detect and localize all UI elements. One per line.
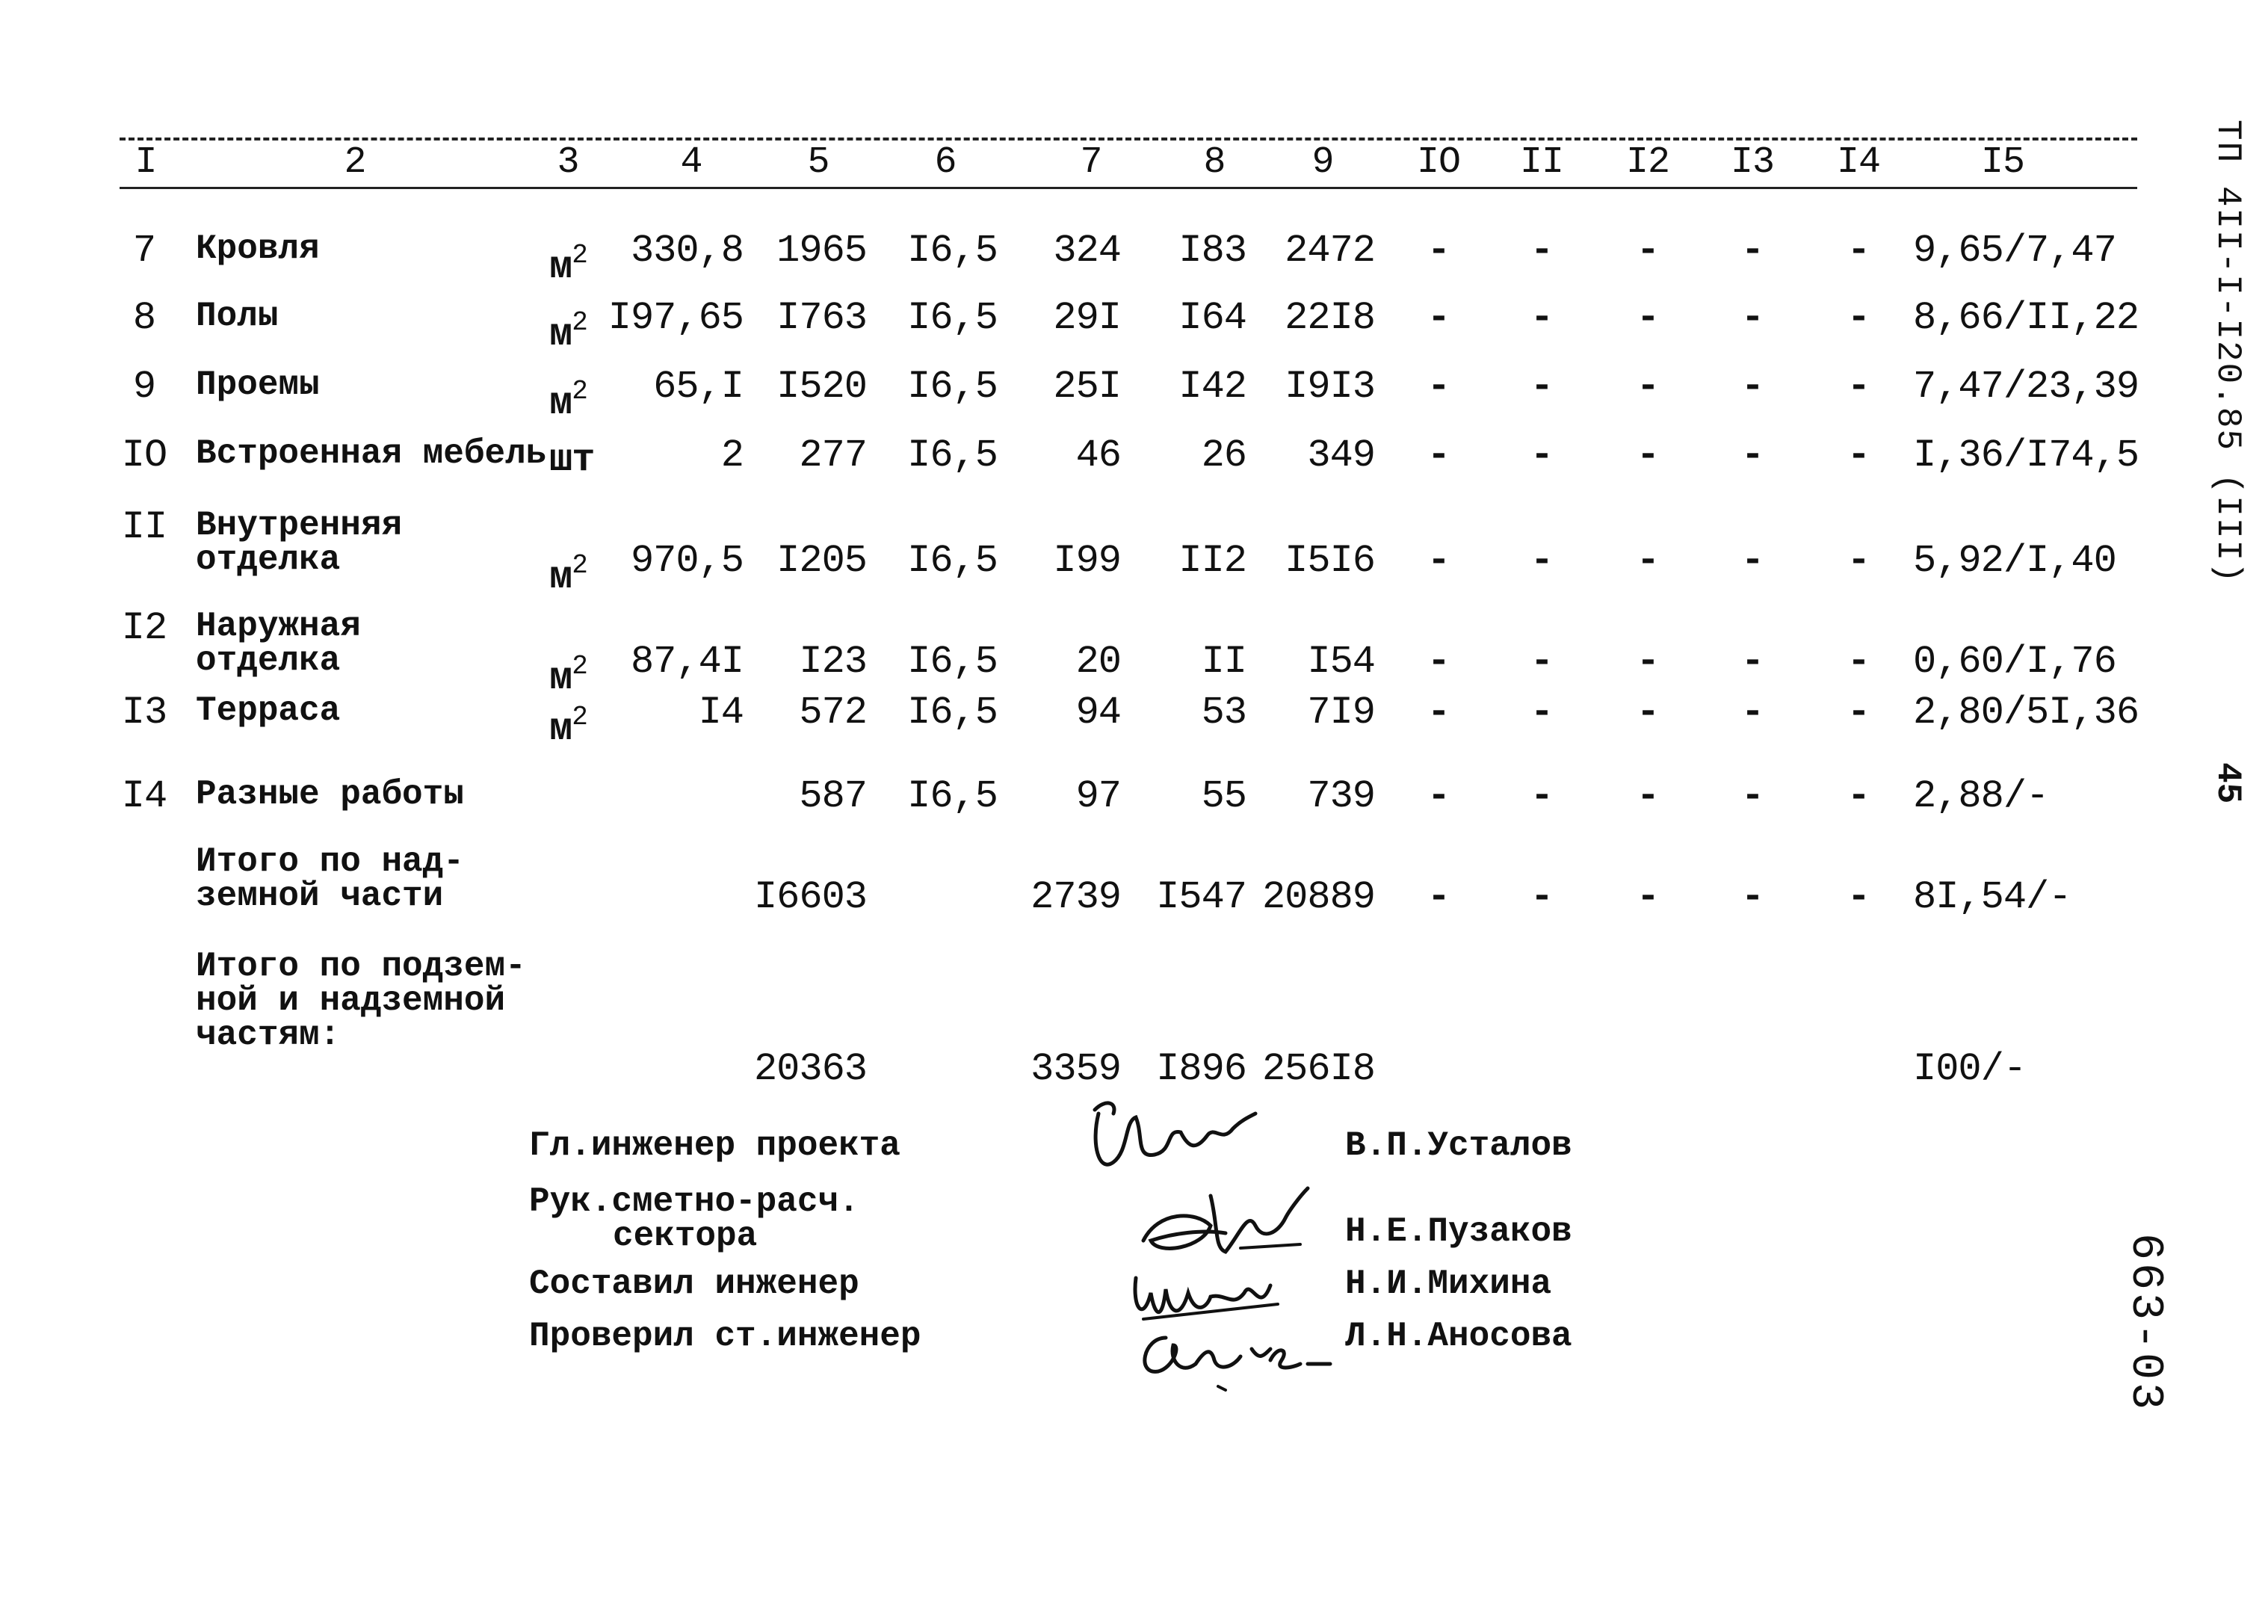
cell-c6: I6,5 <box>907 365 998 409</box>
cell-dash-11: - <box>1530 691 1554 735</box>
cell-dash-10: - <box>1427 433 1450 478</box>
cell-dash-13: - <box>1740 539 1764 583</box>
cell-dash-10: - <box>1427 640 1450 684</box>
cell-c15: 7,47/23,39 <box>1913 365 2139 409</box>
cell-c15: 8I,54/- <box>1913 875 2071 919</box>
signatory-role: Проверил ст.инженер <box>529 1317 921 1356</box>
cell-c7: 46 <box>1075 433 1121 478</box>
cell-dash-13: - <box>1740 774 1764 818</box>
unit-text: шт <box>549 438 595 482</box>
cell-dash-14: - <box>1847 433 1870 478</box>
cell-dash-14: - <box>1847 774 1870 818</box>
signature-puzakov <box>1128 1181 1323 1271</box>
cell-c6: I6,5 <box>907 296 998 340</box>
cell-c5: I205 <box>776 539 867 583</box>
page-number: 45 <box>2208 762 2247 804</box>
cell-c15: 8,66/II,22 <box>1913 296 2139 340</box>
column-header-3: 3 <box>557 141 579 184</box>
cell-dash-12: - <box>1636 875 1660 919</box>
unit-exponent: 2 <box>572 376 587 407</box>
signatory-role: сектора <box>613 1217 758 1256</box>
cell-dash-11: - <box>1530 875 1554 919</box>
cell-dash-14: - <box>1847 365 1870 409</box>
unit-exponent: 2 <box>572 240 587 271</box>
cell-c5: 572 <box>799 691 867 735</box>
cell-c8: I896 <box>1156 1047 1246 1091</box>
row-name: отделка <box>196 540 341 579</box>
cell-c15: 9,65/7,47 <box>1913 229 2116 273</box>
row-number: 8 <box>132 296 156 340</box>
row-name: Внутренняя <box>196 506 403 545</box>
row-name: ной и надземной <box>196 981 506 1020</box>
cell-c9: 2472 <box>1285 229 1375 273</box>
cell-c9: 349 <box>1307 433 1375 478</box>
row-name: Итого по подзем- <box>196 947 526 986</box>
cell-dash-13: - <box>1740 229 1764 273</box>
unit-text: м <box>549 312 572 356</box>
cell-c5: 277 <box>799 433 867 478</box>
cell-c4: 65,I <box>653 365 744 409</box>
cell-dash-11: - <box>1530 640 1554 684</box>
row-unit <box>549 698 587 749</box>
row-unit <box>549 372 587 423</box>
cell-dash-10: - <box>1427 229 1450 273</box>
signatory-name: Н.И.Михина <box>1345 1265 1552 1303</box>
signature-anosova <box>1128 1315 1338 1398</box>
row-name: Встроенная мебель <box>196 434 547 473</box>
column-header-6: 6 <box>934 141 957 184</box>
cell-dash-13: - <box>1740 365 1764 409</box>
cell-dash-11: - <box>1530 296 1554 340</box>
unit-text: м <box>549 707 572 751</box>
cell-c4: 970,5 <box>630 539 744 583</box>
signatory-name: Н.Е.Пузаков <box>1345 1212 1572 1251</box>
cell-dash-12: - <box>1636 640 1660 684</box>
cell-dash-14: - <box>1847 229 1870 273</box>
row-number: I4 <box>121 774 167 818</box>
cell-c8: 53 <box>1201 691 1246 735</box>
cell-dash-13: - <box>1740 691 1764 735</box>
row-name: Кровля <box>196 229 320 268</box>
column-header-5: 5 <box>807 141 829 184</box>
cell-c6: I6,5 <box>907 640 998 684</box>
cell-c7: I99 <box>1053 539 1121 583</box>
row-unit <box>549 647 587 698</box>
cell-dash-12: - <box>1636 365 1660 409</box>
unit-exponent: 2 <box>572 550 587 581</box>
cell-dash-14: - <box>1847 875 1870 919</box>
cell-c6: I6,5 <box>907 229 998 273</box>
row-number: 9 <box>132 365 156 409</box>
cell-c8: 26 <box>1201 433 1246 478</box>
cell-c8: I42 <box>1178 365 1246 409</box>
cell-c9: 22I8 <box>1285 296 1375 340</box>
row-name: частям: <box>196 1016 341 1055</box>
cell-dash-13: - <box>1740 433 1764 478</box>
cell-c7: 97 <box>1075 774 1121 818</box>
cell-c5: 587 <box>799 774 867 818</box>
cell-dash-12: - <box>1636 433 1660 478</box>
signature-ustalov <box>1084 1091 1263 1181</box>
row-name: Полы <box>196 297 279 336</box>
cell-c9: 20889 <box>1261 875 1375 919</box>
cell-c7: 2739 <box>1031 875 1121 919</box>
cell-c15: 2,88/- <box>1913 774 2049 818</box>
row-name: Итого по над- <box>196 842 464 881</box>
cell-dash-12: - <box>1636 229 1660 273</box>
cell-c8: 55 <box>1201 774 1246 818</box>
cell-c9: 7I9 <box>1307 691 1375 735</box>
column-header-4: 4 <box>680 141 702 184</box>
unit-text: м <box>549 381 572 425</box>
unit-text: м <box>549 245 572 289</box>
unit-exponent: 2 <box>572 307 587 338</box>
cell-c9: 256I8 <box>1261 1047 1375 1091</box>
cell-c4: 330,8 <box>630 229 744 273</box>
row-number: II <box>121 505 167 549</box>
row-number: 7 <box>132 229 156 273</box>
cell-dash-11: - <box>1530 433 1554 478</box>
row-unit <box>549 438 595 482</box>
unit-text: м <box>549 555 572 599</box>
row-unit <box>549 303 587 354</box>
cell-c7: 94 <box>1075 691 1121 735</box>
column-header-2: 2 <box>344 141 366 184</box>
cell-c9: I5I6 <box>1285 539 1375 583</box>
cell-dash-11: - <box>1530 774 1554 818</box>
cell-dash-13: - <box>1740 640 1764 684</box>
cell-dash-13: - <box>1740 875 1764 919</box>
signatory-name: Л.Н.Аносова <box>1345 1317 1572 1356</box>
cell-c7: 29I <box>1053 296 1121 340</box>
cell-c6: I6,5 <box>907 691 998 735</box>
row-number: IO <box>121 433 167 478</box>
cell-c6: I6,5 <box>907 433 998 478</box>
column-header-9: 9 <box>1311 141 1334 184</box>
cell-dash-11: - <box>1530 229 1554 273</box>
cell-dash-12: - <box>1636 296 1660 340</box>
cell-dash-10: - <box>1427 365 1450 409</box>
column-header-15: I5 <box>1980 141 2025 184</box>
cell-c15: I,36/I74,5 <box>1913 433 2139 478</box>
signatory-role: Рук.сметно-расч. <box>529 1182 859 1221</box>
column-header-1: I <box>135 141 157 184</box>
cell-dash-14: - <box>1847 296 1870 340</box>
column-header-8: 8 <box>1203 141 1226 184</box>
column-header-12: I2 <box>1625 141 1670 184</box>
row-name: Наружная <box>196 607 361 646</box>
cell-c5: I23 <box>799 640 867 684</box>
cell-c9: 739 <box>1307 774 1375 818</box>
cell-dash-10: - <box>1427 296 1450 340</box>
cell-c15: 5,92/I,40 <box>1913 539 2116 583</box>
cell-c7: 25I <box>1053 365 1121 409</box>
row-number: I2 <box>121 606 167 650</box>
row-unit <box>549 236 587 287</box>
cell-dash-12: - <box>1636 539 1660 583</box>
row-name: отделка <box>196 641 341 680</box>
column-header-14: I4 <box>1836 141 1881 184</box>
cell-c7: 324 <box>1053 229 1121 273</box>
cell-c9: I54 <box>1307 640 1375 684</box>
signatory-role: Составил инженер <box>529 1265 859 1303</box>
cell-c7: 20 <box>1075 640 1121 684</box>
cell-c9: I9I3 <box>1285 365 1375 409</box>
column-header-11: II <box>1519 141 1564 184</box>
signatory-name: В.П.Усталов <box>1345 1126 1572 1165</box>
unit-text: м <box>549 656 572 700</box>
cell-dash-12: - <box>1636 774 1660 818</box>
cell-c5: I6603 <box>753 875 867 919</box>
cell-c5: 20363 <box>753 1047 867 1091</box>
signatory-role: Гл.инженер проекта <box>529 1126 900 1165</box>
cell-c8: I547 <box>1156 875 1246 919</box>
row-name: Терраса <box>196 691 341 730</box>
cell-dash-11: - <box>1530 539 1554 583</box>
cell-dash-14: - <box>1847 691 1870 735</box>
cell-c6: I6,5 <box>907 539 998 583</box>
cell-dash-10: - <box>1427 875 1450 919</box>
row-unit <box>549 546 587 597</box>
cell-c8: II2 <box>1178 539 1246 583</box>
table-top-rule <box>120 138 2137 141</box>
cell-c4: I97,65 <box>608 296 744 340</box>
cell-dash-10: - <box>1427 774 1450 818</box>
cell-dash-14: - <box>1847 539 1870 583</box>
unit-exponent: 2 <box>572 651 587 682</box>
cell-c6: I6,5 <box>907 774 998 818</box>
cell-c5: 1965 <box>776 229 867 273</box>
bottom-code: 663-03 <box>2119 1233 2170 1413</box>
cell-dash-12: - <box>1636 691 1660 735</box>
cell-c4: 2 <box>720 433 744 478</box>
cell-c15: 0,60/I,76 <box>1913 640 2116 684</box>
cell-c5: I763 <box>776 296 867 340</box>
cell-c4: I4 <box>698 691 744 735</box>
column-header-10: IO <box>1416 141 1461 184</box>
cell-dash-13: - <box>1740 296 1764 340</box>
cell-dash-10: - <box>1427 539 1450 583</box>
cell-c8: I64 <box>1178 296 1246 340</box>
cell-dash-11: - <box>1530 365 1554 409</box>
cell-c8: II <box>1201 640 1246 684</box>
row-number: I3 <box>121 691 167 735</box>
cell-c4: 87,4I <box>630 640 744 684</box>
cell-c5: I520 <box>776 365 867 409</box>
column-header-13: I3 <box>1730 141 1775 184</box>
row-name: Разные работы <box>196 775 464 814</box>
cell-c7: 3359 <box>1031 1047 1121 1091</box>
cell-dash-14: - <box>1847 640 1870 684</box>
cell-c15: 2,80/5I,36 <box>1913 691 2139 735</box>
row-name: Проемы <box>196 365 320 404</box>
cell-c8: I83 <box>1178 229 1246 273</box>
document-code: ТП 4II-I-I20.85 (III) <box>2208 120 2247 584</box>
cell-dash-10: - <box>1427 691 1450 735</box>
table-header-rule <box>120 187 2137 189</box>
column-header-7: 7 <box>1080 141 1102 184</box>
row-name: земной части <box>196 877 444 916</box>
cell-c15: I00/- <box>1913 1047 2027 1091</box>
unit-exponent: 2 <box>572 702 587 732</box>
